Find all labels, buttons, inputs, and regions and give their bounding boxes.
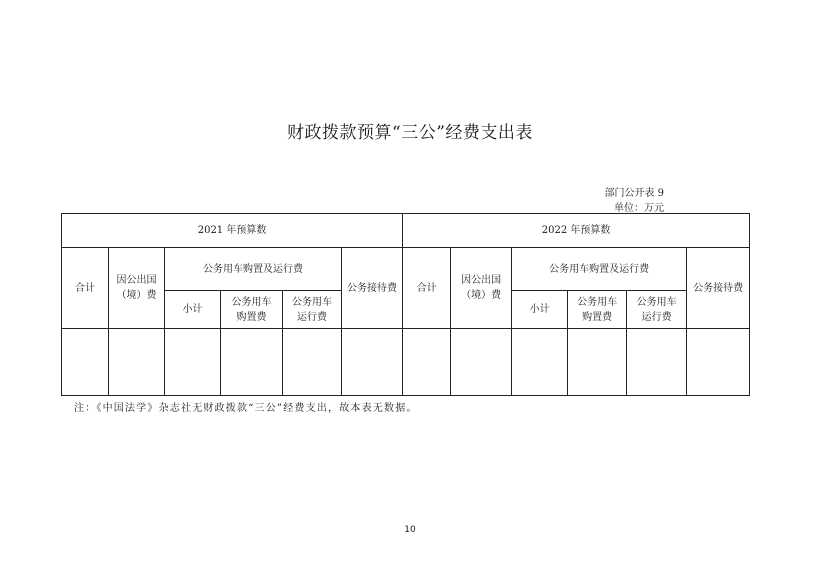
header-vehicle-group-2021: 公务用车购置及运行费 [165, 248, 342, 291]
header-total-2021: 合计 [62, 248, 109, 329]
table-cell [221, 329, 283, 396]
header-vehicle-operation-2022: 公务用车 运行费 [627, 291, 687, 329]
page-title: 财政拨款预算“三公”经费支出表 [287, 123, 533, 143]
table-cell [687, 329, 750, 396]
header-vehicle-purchase-2021: 公务用车 购置费 [221, 291, 283, 329]
page-number: 10 [404, 525, 416, 535]
header-subtotal-2022: 小计 [512, 291, 568, 329]
table-cell [109, 329, 165, 396]
header-vehicle-operation-2021: 公务用车 运行费 [283, 291, 342, 329]
table-cell [568, 329, 627, 396]
table-cell [403, 329, 451, 396]
table-note: 注：《中国法学》杂志社无财政拨款“三公”经费支出，故本表无数据。 [74, 403, 418, 414]
header-abroad-2021: 因公出国 （境）费 [109, 248, 165, 329]
table-cell [627, 329, 687, 396]
header-reception-2022: 公务接待费 [687, 248, 750, 329]
table-cell [165, 329, 221, 396]
table-number: 部门公开表 9 [604, 188, 664, 199]
year-header-2021: 2021 年预算数 [62, 214, 403, 248]
table-cell [451, 329, 512, 396]
header-total-2022: 合计 [403, 248, 451, 329]
table-cell [512, 329, 568, 396]
three-public-expenses-table [61, 213, 750, 396]
unit-label: 单位：万元 [614, 203, 664, 214]
table-cell [62, 329, 109, 396]
table-row [62, 329, 750, 396]
header-subtotal-2021: 小计 [165, 291, 221, 329]
header-vehicle-purchase-2022: 公务用车 购置费 [568, 291, 627, 329]
table-cell [283, 329, 342, 396]
header-vehicle-group-2022: 公务用车购置及运行费 [512, 248, 687, 291]
year-header-2022: 2022 年预算数 [403, 214, 750, 248]
table-cell [342, 329, 403, 396]
header-reception-2021: 公务接待费 [342, 248, 403, 329]
header-abroad-2022: 因公出国 （境）费 [451, 248, 512, 329]
